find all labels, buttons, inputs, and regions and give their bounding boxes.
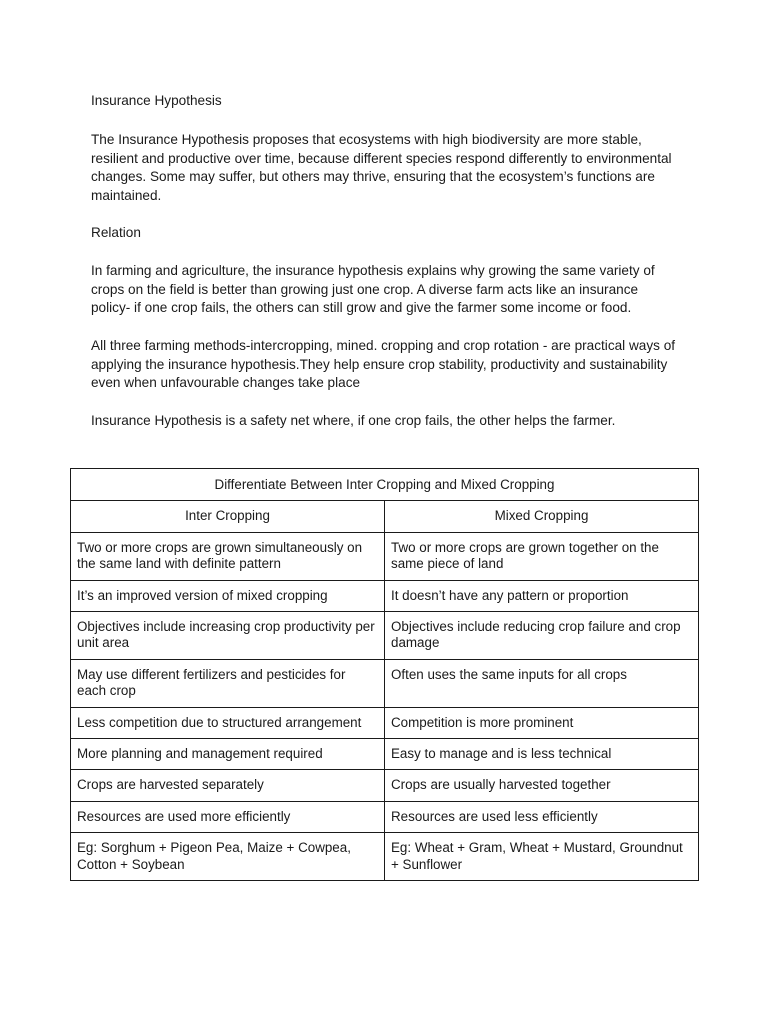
- table-row: [71, 770, 699, 801]
- table-row: [71, 612, 699, 660]
- relation-paragraph-1: In farming and agriculture, the insurance hypothesis explains why growing the same variety of crops on the field is better than growing just one crop. A diverse farm acts like an insurance policy- if one crop fails, the others can still grow and give the farmer some income or food.: [91, 263, 655, 316]
- table-cell: Eg: Sorghum + Pigeon Pea, Maize + Cowpea, Cotton + Soybean: [71, 833, 385, 881]
- document-heading: Insurance Hypothesis: [91, 93, 222, 108]
- table-row: [71, 739, 699, 770]
- table-header-row: [71, 501, 699, 532]
- relation-paragraph-2: All three farming methods-intercropping, mined. cropping and crop rotation - are practical ways of applying the insurance hypothesis.They help ensure crop stability, productivity and sustainability even when unfavourable changes take place: [91, 338, 676, 391]
- table-cell: Two or more crops are grown simultaneously on the same land with definite pattern: [71, 532, 385, 580]
- table-cell: Crops are usually harvested together: [385, 770, 699, 801]
- column-header-mixed-cropping: Mixed Cropping: [385, 501, 699, 532]
- intro-paragraph: The Insurance Hypothesis proposes that ecosystems with high biodiversity are more stable, resilient and productive over time, because different species respond differently to environmental changes. Some may suffer, but others may thrive, ensuring that the ecosystem’s functions are maintained.: [91, 132, 672, 203]
- table-cell: Competition is more prominent: [385, 707, 699, 738]
- table-cell: It’s an improved version of mixed cropping: [71, 580, 385, 611]
- comparison-table: [70, 468, 699, 881]
- table-row: [71, 532, 699, 580]
- table-row: [71, 659, 699, 707]
- table-cell: It doesn’t have any pattern or proportion: [385, 580, 699, 611]
- table-cell: Two or more crops are grown together on the same piece of land: [385, 532, 699, 580]
- table-cell: Crops are harvested separately: [71, 770, 385, 801]
- table-cell: More planning and management required: [71, 739, 385, 770]
- summary-paragraph: Insurance Hypothesis is a safety net where, if one crop fails, the other helps the farmer.: [91, 413, 616, 428]
- table-title: Differentiate Between Inter Cropping and Mixed Cropping: [71, 469, 699, 501]
- table-row: [71, 707, 699, 738]
- column-header-inter-cropping: Inter Cropping: [71, 501, 385, 532]
- table-cell: Objectives include increasing crop productivity per unit area: [71, 612, 385, 660]
- table-cell: Resources are used more efficiently: [71, 801, 385, 832]
- table-cell: Objectives include reducing crop failure and crop damage: [385, 612, 699, 660]
- table-row: [71, 833, 699, 881]
- table-cell: Easy to manage and is less technical: [385, 739, 699, 770]
- table-row: [71, 580, 699, 611]
- table-row: [71, 801, 699, 832]
- table-cell: Resources are used less efficiently: [385, 801, 699, 832]
- table-title-row: [71, 469, 699, 501]
- table-cell: Often uses the same inputs for all crops: [385, 659, 699, 707]
- table-cell: May use different fertilizers and pesticides for each crop: [71, 659, 385, 707]
- table-cell: Eg: Wheat + Gram, Wheat + Mustard, Groundnut + Sunflower: [385, 833, 699, 881]
- table-cell: Less competition due to structured arrangement: [71, 707, 385, 738]
- relation-heading: Relation: [91, 225, 141, 240]
